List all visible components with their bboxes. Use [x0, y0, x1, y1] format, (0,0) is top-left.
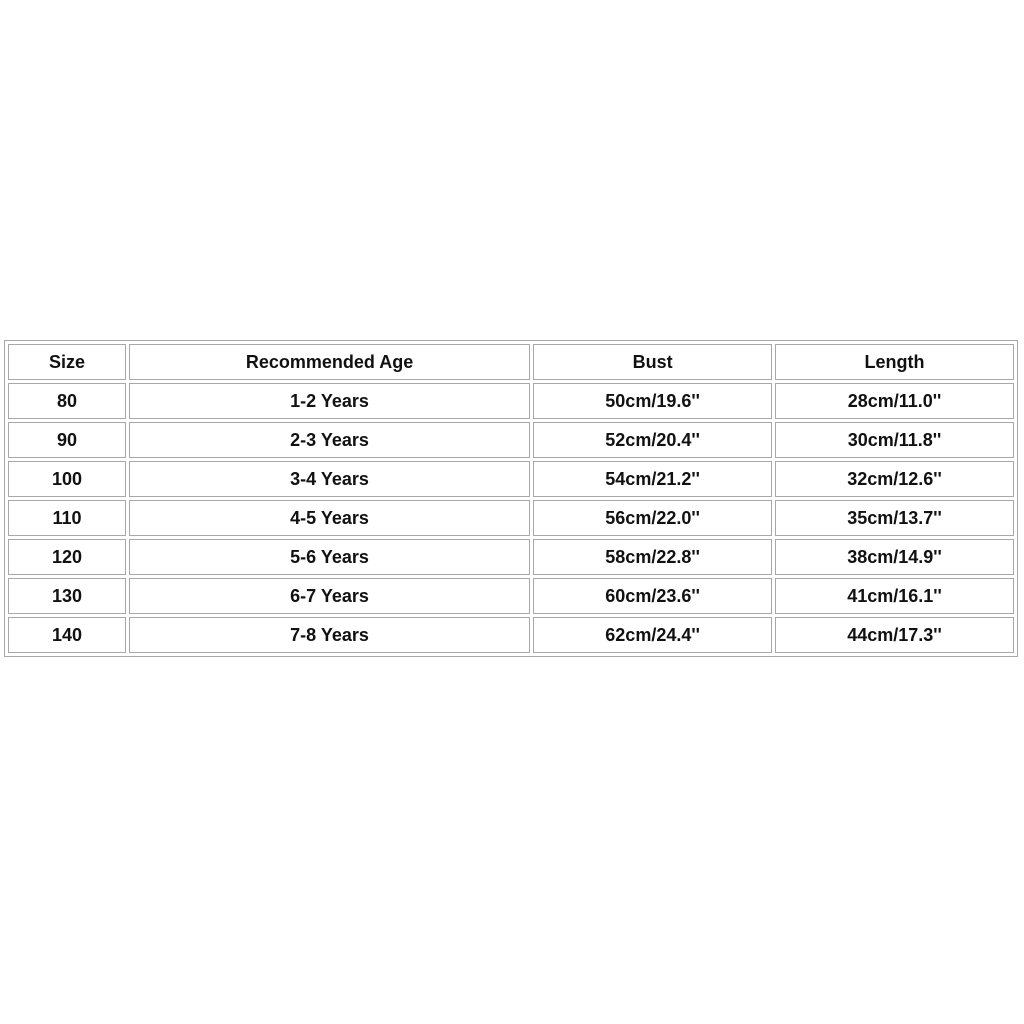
table-row	[8, 578, 1014, 614]
cell-age: 1-2 Years	[129, 383, 530, 419]
cell-age: 5-6 Years	[129, 539, 530, 575]
table-row	[8, 383, 1014, 419]
header-size: Size	[8, 344, 126, 380]
cell-length: 30cm/11.8''	[775, 422, 1014, 458]
header-recommended-age: Recommended Age	[129, 344, 530, 380]
cell-age: 3-4 Years	[129, 461, 530, 497]
cell-bust: 58cm/22.8''	[533, 539, 772, 575]
cell-bust: 54cm/21.2''	[533, 461, 772, 497]
table-row	[8, 422, 1014, 458]
cell-length: 38cm/14.9''	[775, 539, 1014, 575]
cell-length: 32cm/12.6''	[775, 461, 1014, 497]
cell-size: 140	[8, 617, 126, 653]
cell-age: 2-3 Years	[129, 422, 530, 458]
cell-bust: 50cm/19.6''	[533, 383, 772, 419]
cell-bust: 60cm/23.6''	[533, 578, 772, 614]
cell-size: 130	[8, 578, 126, 614]
header-bust: Bust	[533, 344, 772, 380]
cell-age: 7-8 Years	[129, 617, 530, 653]
cell-size: 100	[8, 461, 126, 497]
table-header-row	[8, 344, 1014, 380]
cell-age: 6-7 Years	[129, 578, 530, 614]
cell-size: 120	[8, 539, 126, 575]
cell-length: 44cm/17.3''	[775, 617, 1014, 653]
cell-size: 80	[8, 383, 126, 419]
cell-length: 28cm/11.0''	[775, 383, 1014, 419]
cell-bust: 52cm/20.4''	[533, 422, 772, 458]
cell-length: 35cm/13.7''	[775, 500, 1014, 536]
cell-bust: 56cm/22.0''	[533, 500, 772, 536]
cell-length: 41cm/16.1''	[775, 578, 1014, 614]
cell-size: 90	[8, 422, 126, 458]
header-length: Length	[775, 344, 1014, 380]
cell-age: 4-5 Years	[129, 500, 530, 536]
size-chart-table	[4, 340, 1018, 657]
cell-size: 110	[8, 500, 126, 536]
table-row	[8, 461, 1014, 497]
cell-bust: 62cm/24.4''	[533, 617, 772, 653]
table-row	[8, 539, 1014, 575]
table-row	[8, 500, 1014, 536]
table-row	[8, 617, 1014, 653]
